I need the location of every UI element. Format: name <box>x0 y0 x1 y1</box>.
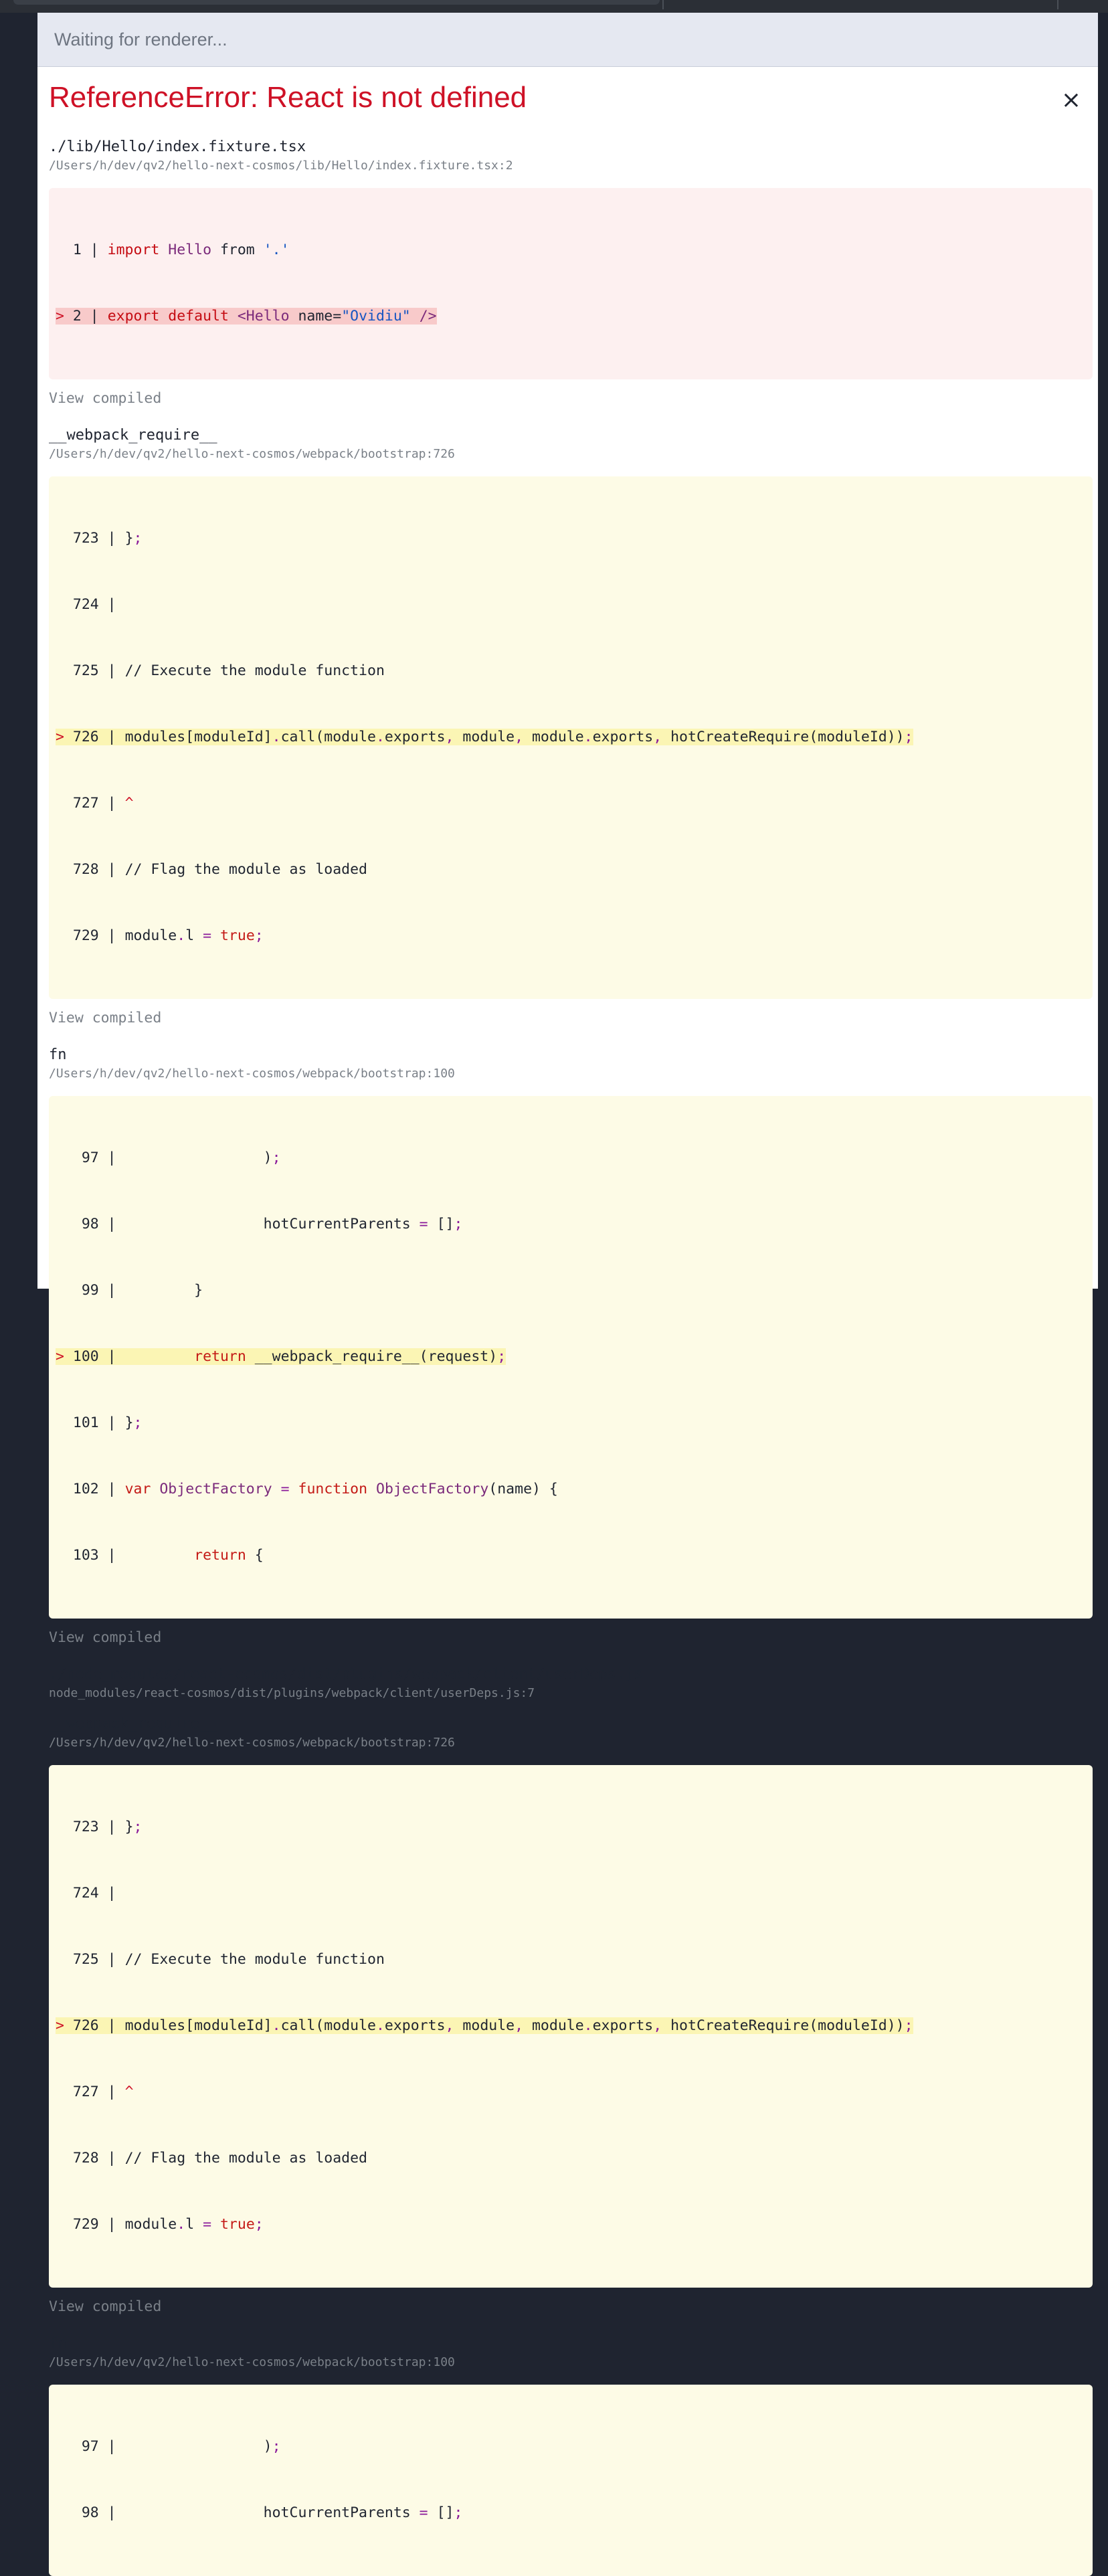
code-line-highlighted: > 100 | return __webpack_require__(request); <box>56 1348 506 1365</box>
stack-frame <box>49 138 1093 409</box>
line-number: 1 | <box>56 242 108 258</box>
error-overlay <box>37 67 1098 2576</box>
frame-function-name: fn <box>49 2335 67 2352</box>
error-title: ReferenceError: React is not defined <box>49 81 527 114</box>
frame-location[interactable]: /Users/h/dev/qv2/hello-next-cosmos/webpack/bootstrap:100 <box>49 2355 455 2369</box>
code-token: '.' <box>263 242 290 258</box>
code-line-highlighted: > 726 | modules[moduleId].call(module.exports, module, module.exports, hotCreateRequire(moduleId)); <box>56 729 913 745</box>
view-compiled-link[interactable]: View compiled <box>49 1010 162 1026</box>
frame-function-name: ./lib/Hello/index.fixture.tsx <box>49 139 306 155</box>
code-snippet <box>49 188 1093 379</box>
code-token: import <box>107 242 160 258</box>
code-line-highlighted: > 726 | modules[moduleId].call(module.exports, module, module.exports, hotCreateRequire(moduleId)); <box>56 2017 913 2034</box>
renderer-panel <box>37 13 1098 2521</box>
frame-location[interactable]: /Users/h/dev/qv2/hello-next-cosmos/webpack/bootstrap:100 <box>49 1067 455 1081</box>
frame-location[interactable]: /Users/h/dev/qv2/hello-next-cosmos/webpack/bootstrap:726 <box>49 1736 455 1750</box>
stack-frame <box>49 2334 1093 2576</box>
code-snippet: 723 | }; 724 | 725 | // Execute the module function > 726 | modules[moduleId].call(module.exports, module, module.exports, hotCreateRequire(moduleId)); 727 | ^ 728 | // Flag the module as loaded 729 | module.l = true; <box>49 1765 1093 2288</box>
stack-frame <box>49 426 1093 1028</box>
renderer-status-bar <box>37 13 1098 67</box>
stack-frame <box>49 1715 1093 2317</box>
renderer-status-text: Waiting for renderer... <box>54 29 227 50</box>
browser-tab[interactable] <box>13 0 660 5</box>
frame-function-name: __webpack_require__ <box>49 1716 217 1732</box>
tab-divider <box>662 0 664 9</box>
code-token: Hello <box>168 242 212 258</box>
close-icon[interactable]: × <box>1060 86 1082 114</box>
code-line: 1 | import Hello from '.' <box>56 242 290 258</box>
tab-divider <box>1057 0 1058 9</box>
view-compiled-link[interactable]: View compiled <box>49 1629 162 1646</box>
frame-function-name: __webpack_require__ <box>49 427 217 444</box>
code-snippet: 97 | ); 98 | hotCurrentParents = []; 99 | } > 100 | return __webpack_require__(request); 101 | }; 102 | var ObjectFactory = function ObjectFactory(name) { 103 | return { <box>49 1096 1093 1619</box>
right-gutter <box>1098 13 1108 1289</box>
code-snippet: 723 | }; 724 | 725 | // Execute the module function > 726 | modules[moduleId].call(module.exports, module, module.exports, hotCreateRequire(moduleId)); 727 | ^ 728 | // Flag the module as loaded 729 | module.l = true; <box>49 476 1093 999</box>
view-compiled-link[interactable]: View compiled <box>49 390 162 407</box>
stack-frame <box>49 1046 1093 1648</box>
frame-location[interactable]: /Users/h/dev/qv2/hello-next-cosmos/lib/Hello/index.fixture.tsx:2 <box>49 159 513 173</box>
code-snippet: 97 | ); 98 | hotCurrentParents = []; <box>49 2385 1093 2576</box>
view-compiled-link[interactable]: View compiled <box>49 2298 162 2315</box>
browser-top-bar <box>0 0 1108 13</box>
frame-location[interactable]: /Users/h/dev/qv2/hello-next-cosmos/webpack/bootstrap:726 <box>49 447 455 461</box>
frame-function-name: ./node_modules/react-cosmos/dist/plugins/webpack/client/userDeps.js <box>49 1666 643 1683</box>
stack-frame <box>49 1665 1093 1701</box>
code-line-highlighted: > 2 | export default <Hello name="Ovidiu" /> <box>56 308 437 325</box>
frame-function-name: fn <box>49 1046 67 1063</box>
error-header <box>49 67 1093 132</box>
frame-location[interactable]: node_modules/react-cosmos/dist/plugins/webpack/client/userDeps.js:7 <box>49 1686 535 1700</box>
left-gutter <box>0 13 37 1289</box>
